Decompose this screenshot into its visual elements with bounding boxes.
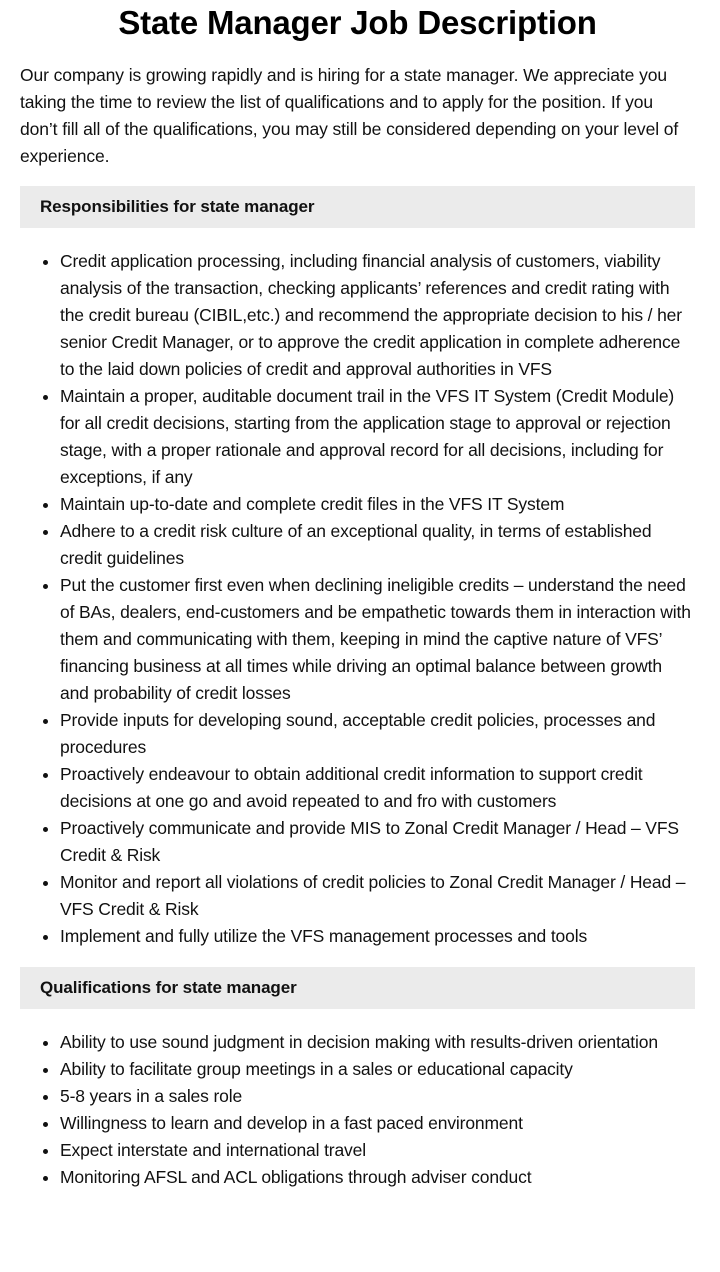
list-item: Proactively communicate and provide MIS to Zonal Credit Manager / Head – VFS Credit & Risk [60, 815, 695, 869]
list-item: Adhere to a credit risk culture of an exceptional quality, in terms of established credit guidelines [60, 518, 695, 572]
list-item: Maintain a proper, auditable document trail in the VFS IT System (Credit Module) for all credit decisions, starting from the application stage to approval or rejection stage, with a proper rationale and approval record for all decisions, including for exceptions, if any [60, 383, 695, 491]
responsibilities-list [20, 248, 695, 950]
list-item: Maintain up-to-date and complete credit files in the VFS IT System [60, 491, 695, 518]
list-item: Expect interstate and international travel [60, 1137, 695, 1164]
list-item: Ability to facilitate group meetings in a sales or educational capacity [60, 1056, 695, 1083]
list-item: Monitoring AFSL and ACL obligations through adviser conduct [60, 1164, 695, 1191]
qualifications-heading: Qualifications for state manager [20, 967, 695, 1009]
list-item: Credit application processing, including financial analysis of customers, viability analysis of the transaction, checking applicants’ references and credit rating with the credit bureau (CIBIL,etc.) and recommend the appropriate decision to his / her senior Credit Manager, or to approve the credit application in complete adherence to the laid down policies of credit and approval authorities in VFS [60, 248, 695, 383]
list-item: Provide inputs for developing sound, acceptable credit policies, processes and procedures [60, 707, 695, 761]
responsibilities-heading: Responsibilities for state manager [20, 186, 695, 228]
list-item: Monitor and report all violations of credit policies to Zonal Credit Manager / Head – VFS Credit & Risk [60, 869, 695, 923]
list-item: Willingness to learn and develop in a fast paced environment [60, 1110, 695, 1137]
qualifications-list [20, 1029, 695, 1191]
page-title: State Manager Job Description [118, 4, 597, 41]
list-item: 5-8 years in a sales role [60, 1083, 695, 1110]
list-item: Proactively endeavour to obtain additional credit information to support credit decisions at one go and avoid repeated to and fro with customers [60, 761, 695, 815]
list-item: Implement and fully utilize the VFS management processes and tools [60, 923, 695, 950]
list-item: Ability to use sound judgment in decision making with results-driven orientation [60, 1029, 695, 1056]
intro-paragraph: Our company is growing rapidly and is hiring for a state manager. We appreciate you taking the time to review the list of qualifications and to apply for the position. If you don’t fill all of the qualifications, you may still be considered depending on your level of experience. [20, 65, 679, 166]
list-item: Put the customer first even when declining ineligible credits – understand the need of BAs, dealers, end-customers and be empathetic towards them in interaction with them and communicating with them, keeping in mind the captive nature of VFS’ financing business at all times while driving an optimal balance between growth and probability of credit losses [60, 572, 695, 707]
